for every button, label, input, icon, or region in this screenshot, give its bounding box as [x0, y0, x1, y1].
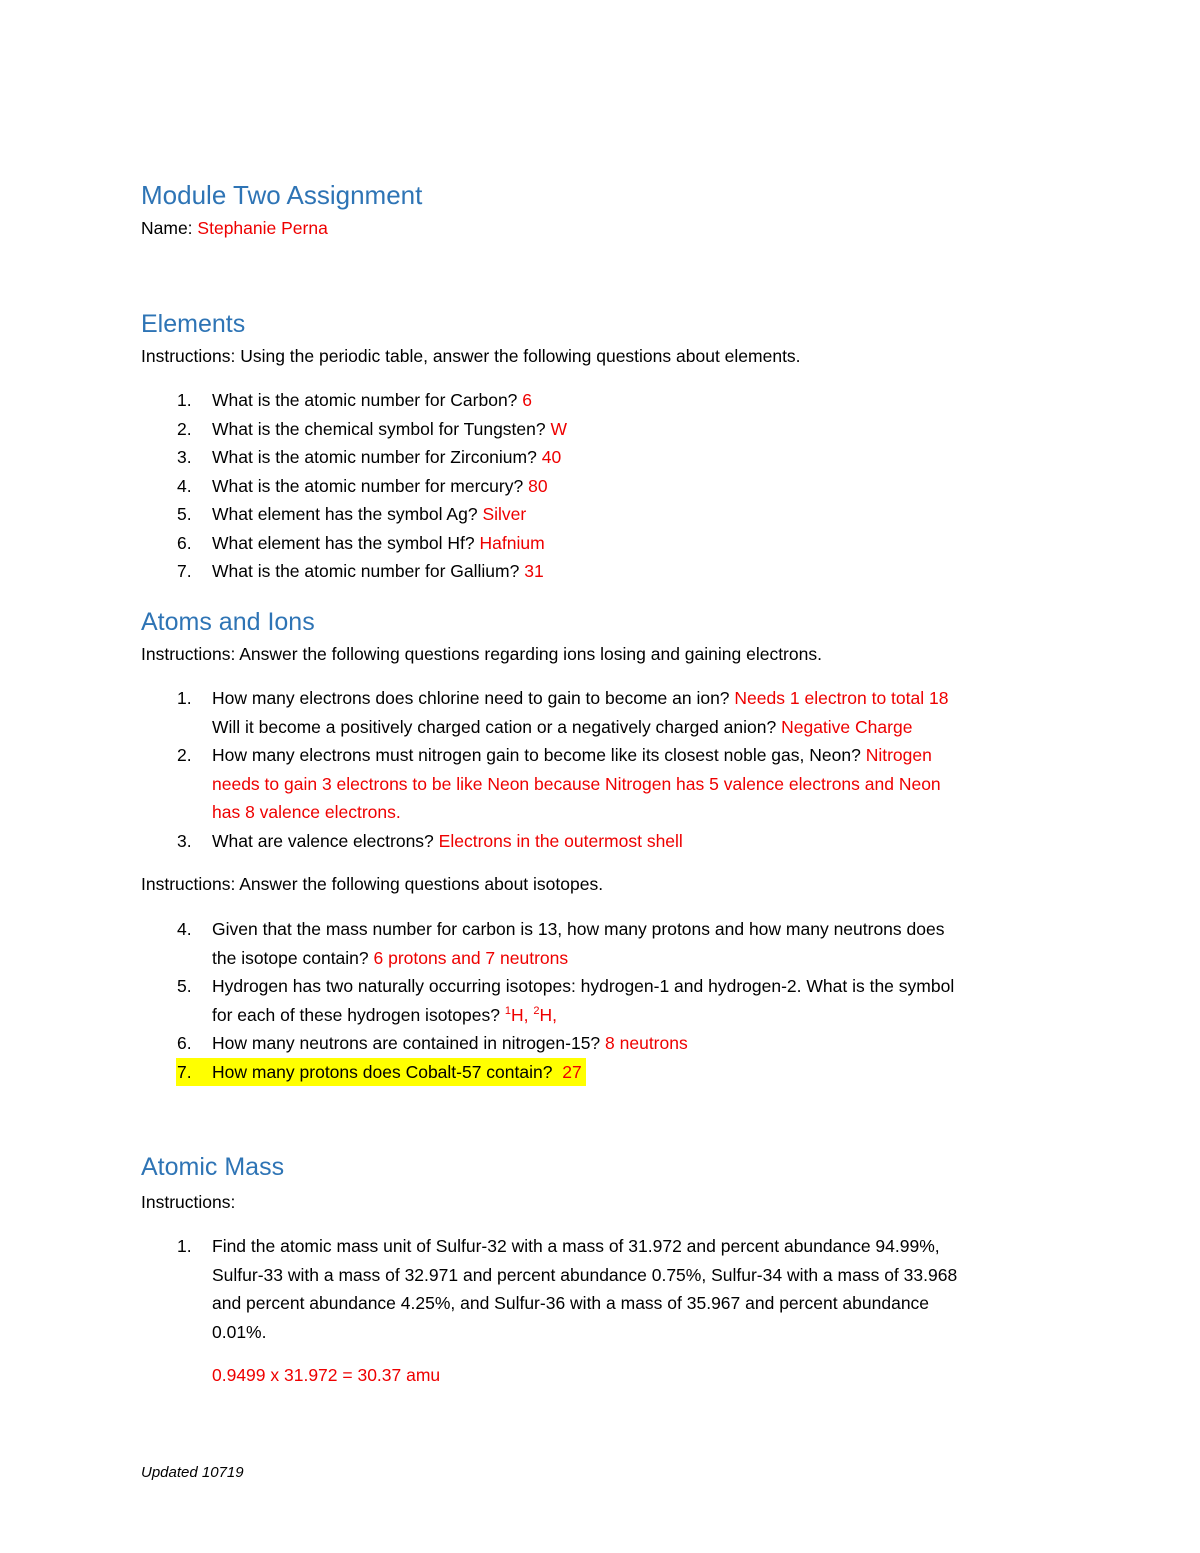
question-text: What element has the symbol Hf?	[212, 532, 475, 553]
mass-number-superscript: 2	[533, 1004, 540, 1017]
isotope-symbol: H,	[510, 1004, 529, 1025]
list-item	[141, 915, 1061, 972]
name-line	[141, 214, 328, 243]
list-item	[141, 443, 1061, 472]
answer-text: 8 neutrons	[605, 1033, 688, 1053]
question-number: 7.	[177, 561, 192, 581]
atomic-mass-instructions: Instructions:	[141, 1192, 236, 1212]
list-item	[141, 386, 1061, 415]
question-number: 1.	[177, 1236, 192, 1256]
question-text: Hydrogen has two naturally occurring isotopes: hydrogen-1 and hydrogen-2. What is the symbol	[212, 976, 955, 996]
question-text: What is the atomic number for Zirconium?	[212, 447, 537, 467]
isotope-symbol: H,	[539, 1004, 557, 1025]
answer-text: 6	[522, 390, 533, 410]
list-item	[141, 557, 1061, 586]
elements-question-list	[141, 386, 1061, 586]
question-text: 0.01%.	[212, 1321, 267, 1342]
answer-text: 27	[562, 1061, 582, 1082]
atoms-ions-instructions: Instructions: Answer the following questions regarding ions losing and gaining electrons.	[141, 644, 822, 664]
atomic-mass-answer-block	[212, 1361, 440, 1390]
name-label: Name:	[141, 218, 193, 238]
atoms-ions-instructions-block	[141, 640, 822, 669]
question-text: Will it become a positively charged cation or a negatively charged anion?	[212, 716, 777, 737]
elements-heading: Elements	[141, 310, 246, 338]
question-number: 6.	[177, 532, 192, 553]
question-number: 5.	[177, 504, 192, 524]
list-item	[141, 972, 1061, 1029]
isotope-symbols-answer	[505, 1005, 557, 1025]
question-number: 3.	[177, 830, 192, 851]
list-item	[141, 827, 1061, 856]
question-text: How many electrons must nitrogen gain to become like its closest noble gas, Neon?	[212, 745, 861, 765]
question-text: What is the atomic number for mercury?	[212, 475, 524, 496]
question-text: What is the atomic number for Gallium?	[212, 561, 520, 581]
ions-question-list	[141, 684, 1061, 855]
atomic-mass-answer: 0.9499 x 31.972 = 30.37 amu	[212, 1365, 441, 1385]
question-text: for each of these hydrogen isotopes?	[212, 1004, 500, 1025]
atomic-mass-heading: Atomic Mass	[141, 1153, 285, 1181]
list-item	[141, 500, 1061, 529]
question-text: Given that the mass number for carbon is 13, how many protons and how many neutrons does	[212, 919, 945, 939]
question-text: What is the chemical symbol for Tungsten?	[212, 418, 546, 439]
question-text: the isotope contain?	[212, 947, 369, 968]
isotopes-instructions: Instructions: Answer the following questions about isotopes.	[141, 874, 604, 894]
atomic-mass-instructions-block	[141, 1188, 235, 1217]
answer-text: Electrons in the outermost shell	[438, 830, 683, 851]
title-block	[141, 180, 422, 210]
question-text: What are valence electrons?	[212, 830, 434, 851]
list-item	[141, 415, 1061, 444]
answer-text: 40	[541, 447, 562, 467]
answer-text: W	[550, 418, 568, 439]
list-item-highlighted	[141, 1058, 1061, 1087]
atoms-ions-heading-block	[141, 607, 315, 637]
elements-heading-block	[141, 309, 245, 339]
list-item	[141, 741, 1061, 827]
answer-text: 6 protons and 7 neutrons	[373, 947, 569, 968]
answer-text: Hafnium	[479, 532, 545, 553]
answer-text: has 8 valence electrons.	[212, 802, 401, 822]
list-item	[141, 472, 1061, 501]
highlight-mark	[176, 1058, 586, 1087]
atoms-ions-heading: Atoms and Ions	[141, 608, 315, 636]
question-number: 5.	[177, 976, 192, 996]
elements-instructions: Instructions: Using the periodic table, answer the following questions about elements.	[141, 346, 801, 366]
answer-text: Needs 1 electron to total 18	[734, 688, 949, 708]
question-number: 7.	[177, 1061, 192, 1082]
question-number: 3.	[177, 447, 192, 467]
isotopes-instructions-block	[141, 870, 603, 899]
answer-text: Nitrogen	[865, 745, 932, 765]
footer-updated: Updated 10719	[141, 1464, 244, 1481]
question-number: 4.	[177, 475, 192, 496]
list-item	[141, 529, 1061, 558]
atomic-mass-question-list	[141, 1232, 1061, 1346]
page-title: Module Two Assignment	[141, 180, 423, 210]
question-text: How many protons does Cobalt-57 contain?	[212, 1061, 553, 1082]
question-text: What is the atomic number for Carbon?	[212, 390, 518, 410]
answer-text: needs to gain 3 electrons to be like Neon because Nitrogen has 5 valence electrons and Neon	[212, 773, 941, 794]
elements-instructions-block	[141, 342, 801, 371]
question-text: How many neutrons are contained in nitrogen-15?	[212, 1033, 601, 1053]
mass-number-superscript: 1	[504, 1004, 511, 1017]
list-item	[141, 684, 1061, 741]
list-item	[141, 1029, 1061, 1058]
isotopes-question-list	[141, 915, 1061, 1086]
question-text: and percent abundance 4.25%, and Sulfur-36 with a mass of 35.967 and percent abundance	[212, 1293, 930, 1313]
question-number: 6.	[177, 1033, 192, 1053]
answer-text: Silver	[482, 504, 527, 524]
atomic-mass-heading-block	[141, 1152, 284, 1182]
answer-text: Negative Charge	[781, 716, 913, 737]
question-number: 2.	[177, 418, 192, 439]
question-number: 2.	[177, 745, 192, 765]
question-text: Find the atomic mass unit of Sulfur-32 with a mass of 31.972 and percent abundance 94.99%,	[212, 1236, 940, 1256]
question-text: How many electrons does chlorine need to gain to become an ion?	[212, 688, 730, 708]
question-text: Sulfur-33 with a mass of 32.971 and percent abundance 0.75%, Sulfur-34 with a mass of 33.968	[212, 1264, 958, 1285]
question-text: What element has the symbol Ag?	[212, 504, 478, 524]
answer-text: 80	[528, 475, 548, 496]
question-number: 4.	[177, 919, 192, 939]
list-item	[141, 1232, 1061, 1346]
name-value: Stephanie Perna	[197, 218, 328, 238]
question-number: 1.	[177, 688, 192, 708]
answer-text: 31	[524, 561, 544, 581]
question-number: 1.	[177, 390, 192, 410]
